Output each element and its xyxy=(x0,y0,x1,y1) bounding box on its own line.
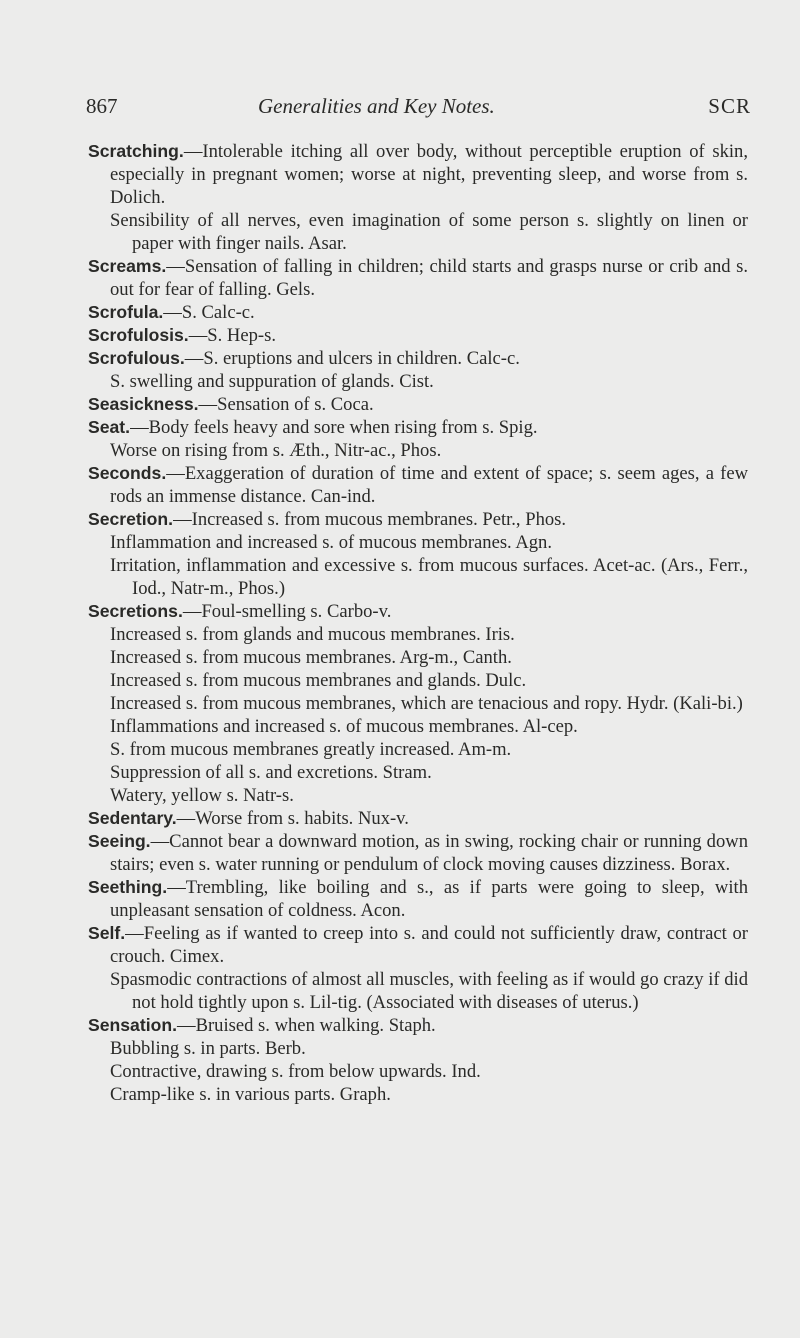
entry-text: Increased s. from mucous membranes and glands. Dulc. xyxy=(110,670,527,691)
sub-entry xyxy=(88,646,748,669)
page-number: 867 xyxy=(86,94,118,118)
entry-text: —S. eruptions and ulcers in children. Calc-c. xyxy=(184,348,520,369)
sub-entry xyxy=(88,1083,748,1106)
entry-text: Suppression of all s. and excretions. Stram. xyxy=(110,762,432,783)
sub-entry xyxy=(88,1060,748,1083)
entry-text: —Feeling as if wanted to creep into s. and could not sufficiently draw, contract or crouch. Cimex. xyxy=(110,923,748,967)
entry xyxy=(88,922,748,968)
entry xyxy=(88,301,748,324)
entry xyxy=(88,600,748,623)
entry xyxy=(88,1014,748,1037)
sub-entry xyxy=(88,1037,748,1060)
entry-headword: Scrofula. xyxy=(88,302,164,322)
entry-headword: Secretion. xyxy=(88,509,174,529)
sub-entry xyxy=(88,761,748,784)
entry-text: Bubbling s. in parts. Berb. xyxy=(110,1038,306,1059)
entry-text: —Trembling, like boiling and s., as if parts were going to sleep, with unpleasant sensation of coldness. Acon. xyxy=(110,877,748,921)
entry-headword: Scrofulous. xyxy=(88,348,185,368)
entry-text: S. swelling and suppuration of glands. Cist. xyxy=(110,371,434,392)
sub-entry xyxy=(88,738,748,761)
entry-text: —S. Calc-c. xyxy=(163,302,255,323)
entry xyxy=(88,255,748,301)
entry xyxy=(88,807,748,830)
entry xyxy=(88,324,748,347)
entry xyxy=(88,876,748,922)
sub-entry xyxy=(88,692,748,715)
entry-text: Irritation, inflammation and excessive s. from mucous surfaces. Acet-ac. (Ars., Ferr., Iod., Natr-m., Phos.) xyxy=(110,555,748,599)
entry-text: Increased s. from mucous membranes. Arg-m., Canth. xyxy=(110,647,512,668)
entry xyxy=(88,508,748,531)
entry-text: Increased s. from mucous membranes, which are tenacious and ropy. Hydr. (Kali-bi.) xyxy=(110,693,743,714)
entry xyxy=(88,830,748,876)
entry-text: —Increased s. from mucous membranes. Petr., Phos. xyxy=(173,509,567,530)
entry-text: —Body feels heavy and sore when rising from s. Spig. xyxy=(130,417,538,438)
sub-entry xyxy=(88,554,748,600)
entry xyxy=(88,140,748,209)
entry-headword: Sedentary. xyxy=(88,808,177,828)
entry-headword: Self. xyxy=(88,923,126,943)
entry-headword: Seconds. xyxy=(88,463,167,483)
entry-text: —Sensation of s. Coca. xyxy=(198,394,374,415)
sub-entry xyxy=(88,968,748,1014)
entry-text: Worse on rising from s. Æth., Nitr-ac., Phos. xyxy=(110,440,442,461)
entry-text: —S. Hep-s. xyxy=(188,325,276,346)
entry-text: Contractive, drawing s. from below upwards. Ind. xyxy=(110,1061,481,1082)
entry-headword: Seeing. xyxy=(88,831,151,851)
entry-text: —Exaggeration of duration of time and extent of space; s. seem ages, a few rods an immense distance. Can-ind. xyxy=(110,463,748,507)
entry-text: —Worse from s. habits. Nux-v. xyxy=(176,808,409,829)
entry-text: Cramp-like s. in various parts. Graph. xyxy=(110,1084,391,1105)
entry-text: Sensibility of all nerves, even imagination of some person s. slightly on linen or paper with finger nails. Asar. xyxy=(110,210,748,254)
entry xyxy=(88,347,748,370)
entry-text: —Cannot bear a downward motion, as in swing, rocking chair or running down stairs; even s. water running or pendulum of clock moving causes dizziness. Borax. xyxy=(110,831,748,875)
sub-entry xyxy=(88,439,748,462)
entry-text: Spasmodic contractions of almost all muscles, with feeling as if would go crazy if did not hold tightly upon s. Lil-tig. (Associated with diseases of uterus.) xyxy=(110,969,748,1013)
entry-text: —Sensation of falling in children; child starts and grasps nurse or crib and s. out for fear of falling. Gels. xyxy=(110,256,748,300)
sub-entry xyxy=(88,669,748,692)
entry-text: Inflammation and increased s. of mucous membranes. Agn. xyxy=(110,532,553,553)
entry-headword: Secretions. xyxy=(88,601,183,621)
entry-headword: Scrofulosis. xyxy=(88,325,189,345)
entry-text: —Foul-smelling s. Carbo-v. xyxy=(182,601,392,622)
entry-headword: Scratching. xyxy=(88,141,184,161)
entry-text: —Intolerable itching all over body, without perceptible eruption of skin, especially in pregnant women; worse at night, preventing sleep, and worse from s. Dolich. xyxy=(110,141,748,208)
sub-entry xyxy=(88,715,748,738)
entry-text: Increased s. from glands and mucous membranes. Iris. xyxy=(110,624,515,645)
sub-entry xyxy=(88,209,748,255)
section-key: SCR xyxy=(708,94,751,118)
entry-text: Watery, yellow s. Natr-s. xyxy=(110,785,294,806)
sub-entry xyxy=(88,784,748,807)
entry-text: Inflammations and increased s. of mucous membranes. Al-cep. xyxy=(110,716,578,737)
running-header xyxy=(86,94,751,120)
sub-entry xyxy=(88,623,748,646)
entry-headword: Seasickness. xyxy=(88,394,199,414)
sub-entry xyxy=(88,370,748,393)
entry xyxy=(88,462,748,508)
running-title: Generalities and Key Notes. xyxy=(258,94,495,118)
entry-headword: Screams. xyxy=(88,256,167,276)
entry xyxy=(88,393,748,416)
entry-text: S. from mucous membranes greatly increased. Am-m. xyxy=(110,739,512,760)
entry-headword: Sensation. xyxy=(88,1015,177,1035)
entry-text: —Bruised s. when walking. Staph. xyxy=(176,1015,436,1036)
entry-headword: Seat. xyxy=(88,417,131,437)
entry-headword: Seething. xyxy=(88,877,168,897)
entry xyxy=(88,416,748,439)
entry-list xyxy=(88,140,748,1106)
sub-entry xyxy=(88,531,748,554)
